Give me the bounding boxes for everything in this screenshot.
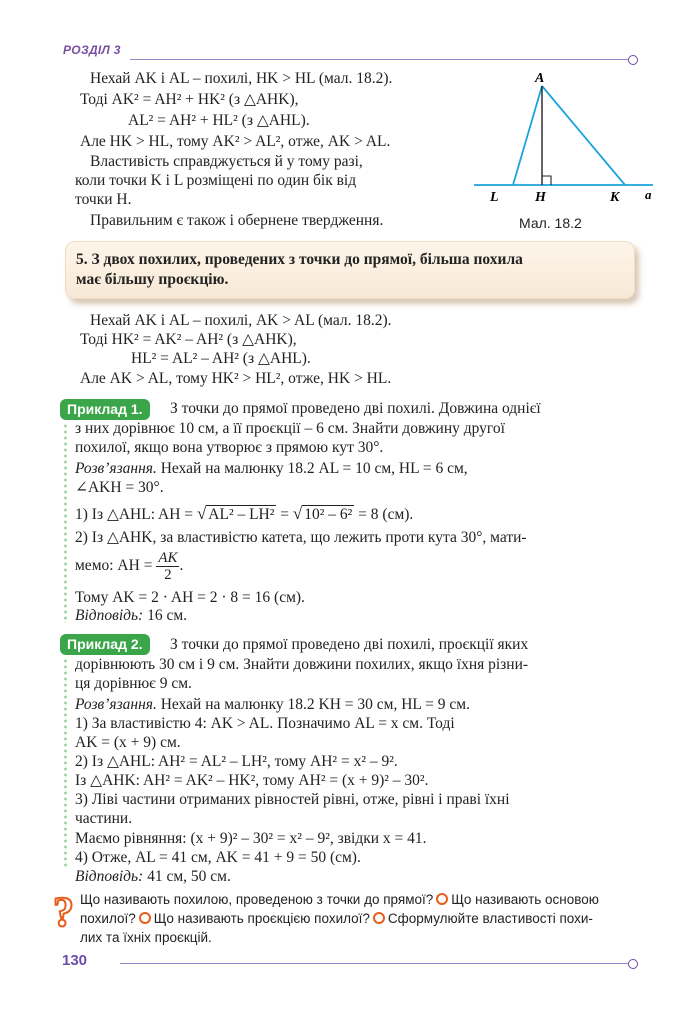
solution-line: 3) Ліві частини отриманих рівностей рівні, отже, рівні і праві їхні bbox=[75, 791, 510, 808]
footer-rule-end bbox=[628, 959, 638, 969]
question-text: похилої? bbox=[80, 911, 136, 926]
bullet-ring-icon bbox=[373, 912, 385, 924]
theorem-line: 5. З двох похилих, проведених з точки до прямої, більша похила bbox=[76, 251, 523, 268]
label-H: H bbox=[535, 190, 546, 205]
solution-line: 2) Із △AHK, за властивістю катета, що лежить проти кута 30°, мати- bbox=[75, 529, 527, 546]
question-text: Що називають основою bbox=[451, 892, 599, 907]
solution-line: 1) За властивістю 4: AK > AL. Позначимо AL = x см. Тоді bbox=[75, 715, 455, 732]
solution-line: частини. bbox=[75, 810, 133, 827]
solution-line: Тому AK = 2 · AH = 2 · 8 = 16 (см). bbox=[75, 589, 305, 606]
solution-line bbox=[75, 460, 468, 479]
example-1-badge: Приклад 1. bbox=[60, 399, 150, 420]
example-line: з них дорівнює 10 см, а її проєкції – 6 см. Знайти довжину другої bbox=[75, 420, 505, 437]
example-line: З точки до прямої проведено дві похилі. Довжина однієї bbox=[170, 400, 541, 417]
top-text-line: Тоді AK² = AH² + HK² (з △AHK), bbox=[80, 91, 299, 108]
footer-rule bbox=[120, 963, 630, 964]
proof-line: HL² = AL² – AH² (з △AHL). bbox=[131, 350, 311, 367]
top-text-line: AL² = AH² + HL² (з △AHL). bbox=[128, 112, 310, 129]
solution-text: мемо: AH = bbox=[75, 557, 153, 575]
svg-text:?: ? bbox=[53, 890, 74, 934]
label-a: a bbox=[645, 187, 652, 202]
question-text: Сформулюйте властивості похи- bbox=[387, 911, 593, 926]
top-text-line: точки H. bbox=[75, 191, 132, 208]
solution-text: Нехай на малюнку 18.2 KH = 30 см, HL = 9 см. bbox=[160, 696, 470, 713]
figure-caption: Мал. 18.2 bbox=[519, 215, 582, 231]
label-L: L bbox=[490, 190, 499, 205]
questions-line bbox=[80, 909, 593, 928]
questions-line bbox=[80, 890, 599, 909]
segment-AL bbox=[513, 86, 542, 185]
questions-line: лих та їхніх проєкцій. bbox=[80, 930, 212, 945]
fraction-numerator: AK bbox=[158, 550, 178, 566]
answer-line bbox=[75, 607, 187, 626]
solution-line bbox=[75, 696, 470, 715]
right-angle-mark bbox=[542, 176, 551, 185]
top-text-line: Правильним є також і обернене твердження. bbox=[90, 212, 384, 229]
fraction bbox=[156, 550, 179, 583]
header-rule bbox=[130, 59, 630, 60]
example-line: ця дорівнює 9 см. bbox=[75, 675, 192, 692]
example-line: дорівнюють 30 см і 9 см. Знайти довжини похилих, якщо їхня різни- bbox=[75, 656, 529, 673]
bullet-ring-icon bbox=[436, 893, 448, 905]
top-text-line: Нехай AK і AL – похилі, HK > HL (мал. 18.2). bbox=[90, 70, 393, 87]
sqrt-icon: √ bbox=[196, 504, 207, 523]
proof-line: Тоді HK² = AK² – AH² (з △AHK), bbox=[80, 331, 297, 348]
answer-text: 41 см, 50 см. bbox=[147, 868, 231, 885]
answer-label: Відповідь: bbox=[75, 868, 144, 885]
figure-18-2 bbox=[470, 66, 660, 216]
label-K: K bbox=[610, 190, 620, 205]
label-A: A bbox=[535, 71, 545, 86]
question-text: Що називають похилою, проведеною з точки до прямої? bbox=[80, 892, 434, 907]
top-text-line: коли точки K і L розміщені по один бік від bbox=[75, 172, 357, 189]
solution-text: . bbox=[179, 557, 184, 575]
proof-line: Нехай AK і AL – похилі, AK > AL (мал. 18.2). bbox=[90, 312, 392, 329]
proof-line: Але AK > AL, тому HK² > HL², отже, HK > HL. bbox=[80, 370, 392, 387]
segment-AK bbox=[542, 86, 625, 185]
theorem-text bbox=[76, 250, 626, 290]
solution-text: = 8 (см). bbox=[358, 506, 414, 523]
solution-line: Маємо рівняння: (x + 9)² – 30² = x² – 9², звідки x = 41. bbox=[75, 830, 427, 847]
solution-text: Нехай на малюнку 18.2 AL = 10 см, HL = 6 см, bbox=[160, 460, 468, 477]
fraction-denominator: 2 bbox=[164, 567, 172, 583]
header-rule-end bbox=[628, 55, 638, 65]
answer-text: 16 см. bbox=[147, 607, 188, 624]
solution-text: = bbox=[280, 506, 290, 523]
solution-line: AK = (x + 9) см. bbox=[75, 734, 181, 751]
example-2-badge: Приклад 2. bbox=[60, 634, 150, 655]
solution-text: 1) Із △AHL: AH = bbox=[75, 506, 194, 523]
top-text-line: Властивість справджується й у тому разі, bbox=[90, 153, 363, 170]
question-text: Що називають проєкцією похилої? bbox=[153, 911, 370, 926]
answer-line bbox=[75, 868, 231, 887]
solution-line: 2) Із △AHL: AH² = AL² – LH², тому AH² = x² – 9². bbox=[75, 753, 398, 770]
page-number: 130 bbox=[62, 952, 88, 969]
solution-line: Із △AHK: AH² = AK² – HK², тому AH² = (x + 9)² – 30². bbox=[75, 772, 429, 789]
bullet-ring-icon bbox=[139, 912, 151, 924]
solution-line: 4) Отже, AL = 41 см, AK = 41 + 9 = 50 (см). bbox=[75, 849, 361, 866]
radicand: 10² – 6² bbox=[304, 506, 353, 523]
answer-label: Відповідь: bbox=[75, 607, 144, 624]
solution-line: ∠AKH = 30°. bbox=[75, 479, 164, 496]
solution-line-fraction bbox=[75, 550, 183, 583]
section-header: РОЗДІЛ 3 bbox=[63, 43, 121, 57]
example-line: похилої, якщо вона утворює з прямою кут 30°. bbox=[75, 439, 384, 456]
question-mark-icon bbox=[52, 888, 78, 934]
radicand: AL² – LH² bbox=[208, 506, 275, 523]
solution-label: Розв’язання. bbox=[75, 696, 157, 713]
example-2-dots bbox=[64, 658, 67, 868]
theorem-line: має більшу проєкцію. bbox=[76, 271, 229, 288]
sqrt-icon: √ bbox=[292, 504, 303, 523]
solution-label: Розв’язання. bbox=[75, 460, 157, 477]
solution-line-roots bbox=[75, 505, 413, 525]
top-text-line: Але HK > HL, тому AK² > AL², отже, AK > AL. bbox=[80, 133, 391, 150]
example-1-dots bbox=[64, 423, 67, 623]
example-line: З точки до прямої проведено дві похилі, проєкції яких bbox=[170, 636, 529, 653]
